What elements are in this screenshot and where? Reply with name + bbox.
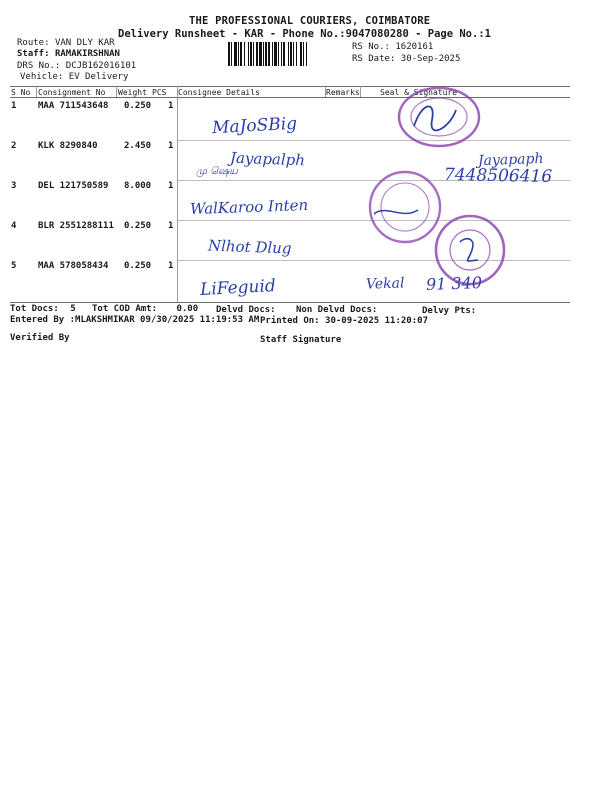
entered-by-value: MLAKSHMIKAR 09/30/2025 11:19:53 AM — [75, 315, 260, 325]
handwritten-name-row1: MaJoSBig — [211, 113, 298, 139]
row-divider — [178, 260, 570, 261]
company-name: THE PROFESSIONAL COURIERS, COIMBATORE — [189, 15, 431, 27]
handwritten-phone-row2: 7448506416 — [443, 165, 553, 187]
table-bottom-rule — [10, 302, 570, 303]
vehicle-label: Vehicle: — [20, 72, 64, 82]
printed-on — [260, 316, 428, 326]
drs-line — [17, 61, 136, 71]
row-weight: 8.000 — [124, 181, 152, 191]
tot-docs-value: 5 — [70, 304, 76, 314]
col-header-seal: Seal & Signature — [380, 88, 458, 97]
rs-date-label: RS Date: — [352, 54, 396, 64]
verified-by: Verified By — [10, 333, 70, 343]
delvy-pts-label: Delvy Pts: — [422, 306, 477, 316]
route-label: Route: — [17, 38, 50, 48]
row-sno: 1 — [11, 101, 17, 111]
non-delvd-docs — [296, 305, 377, 315]
row-consignment: BLR 2551288111 — [38, 221, 114, 231]
row-pcs: 1 — [168, 141, 174, 151]
col-header-sno: S No — [11, 88, 31, 97]
non-delvd-docs-label: Non Delvd Docs: — [296, 305, 378, 315]
tot-docs-label: Tot Docs: — [10, 304, 59, 314]
row-sno: 4 — [11, 221, 17, 231]
drs-value: DCJB162016101 — [65, 61, 137, 71]
col-divider — [177, 86, 178, 302]
tot-cod-value: 0.00 — [176, 304, 199, 314]
row-sno: 2 — [11, 141, 17, 151]
col-header-pcs: PCS — [152, 88, 167, 97]
row-pcs: 1 — [168, 261, 174, 271]
route-value: VAN DLY KAR — [54, 38, 115, 48]
row-weight: 2.450 — [124, 141, 152, 151]
row-sno: 3 — [11, 181, 17, 191]
handwritten-name-row2: Jayapalph — [229, 148, 306, 170]
rs-no-line — [352, 42, 433, 52]
row-pcs: 1 — [168, 101, 174, 111]
staff-signature: Staff Signature — [260, 335, 342, 345]
vehicle-line — [20, 72, 128, 82]
handwritten-note-row2: மு ஷெய — [196, 166, 238, 177]
handwritten-phone-row5: 91 340 — [425, 273, 483, 294]
entered-by-label: Entered By : — [10, 315, 76, 325]
col-divider — [116, 86, 117, 97]
rs-date-value: 30-Sep-2025 — [400, 54, 461, 64]
row-weight: 0.250 — [124, 221, 152, 231]
rs-date-line — [352, 54, 460, 64]
tot-cod — [92, 304, 198, 314]
barcode-image — [228, 42, 348, 66]
row-sno: 5 — [11, 261, 17, 271]
header-bottom-rule — [10, 97, 570, 98]
entered-by — [10, 315, 259, 325]
staff-label: Staff: — [17, 49, 50, 59]
tot-cod-label: Tot COD Amt: — [92, 304, 158, 314]
delvd-docs-label: Delvd Docs: — [216, 305, 276, 315]
handwritten-name-row3: WalKaroo Inten — [189, 195, 309, 219]
staff-line — [17, 49, 120, 59]
row-consignment: KLK 8290840 — [38, 141, 98, 151]
row-consignment: MAA 578058434 — [38, 261, 109, 271]
col-header-weight: Weight — [118, 88, 147, 97]
col-header-remarks: Remarks — [326, 88, 360, 97]
delvd-docs — [216, 305, 276, 315]
seal-stamp-1 — [392, 84, 486, 150]
handwritten-signature-row2: Jayapaph — [477, 150, 544, 170]
delvy-pts — [422, 306, 476, 316]
row-pcs: 1 — [168, 181, 174, 191]
vehicle-value: EV Delivery — [68, 72, 129, 82]
rs-no-label: RS No.: — [352, 42, 390, 52]
rs-no-value: 1620161 — [395, 42, 434, 52]
row-weight: 0.250 — [124, 101, 152, 111]
row-consignment: DEL 121750589 — [38, 181, 109, 191]
staff-value: RAMAKIRSHNAN — [54, 49, 120, 59]
handwritten-name-row4: Nlhot Dlug — [207, 236, 292, 258]
col-divider — [360, 86, 361, 97]
drs-label: DRS No.: — [17, 61, 61, 71]
printed-on-label: Printed On: — [260, 316, 320, 326]
tot-docs — [10, 304, 76, 314]
col-header-consignee: Consignee Details — [178, 88, 260, 97]
row-divider — [178, 140, 570, 141]
row-pcs: 1 — [168, 221, 174, 231]
route-line — [17, 38, 115, 48]
row-consignment: MAA 711543648 — [38, 101, 109, 111]
row-weight: 0.250 — [124, 261, 152, 271]
runsheet-title: Delivery Runsheet - KAR - Phone No.:9047080280 - Page No.:1 — [118, 28, 491, 40]
table-top-rule — [10, 86, 570, 87]
printed-on-value: 30-09-2025 11:20:07 — [325, 316, 428, 326]
handwritten-signature-row5: Vekal — [365, 275, 405, 293]
handwritten-name-row5: LiFeguid — [199, 276, 277, 300]
col-divider — [36, 86, 37, 97]
col-header-consignment: Consignment No — [38, 88, 106, 97]
